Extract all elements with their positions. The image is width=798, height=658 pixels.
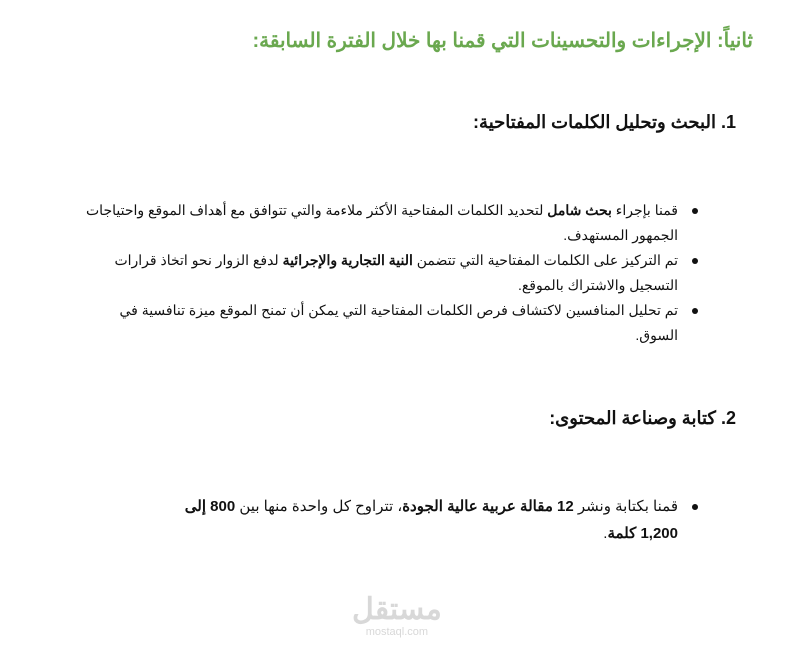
item-text: لتحديد الكلمات المفتاحية الأكثر ملاءمة والتي تتوافق مع أهداف الموقع واحتياجات الجمهور المستهدف. xyxy=(86,202,678,243)
item-text: قمنا بكتابة ونشر xyxy=(573,498,678,515)
page-title: ثانياً: الإجراءات والتحسينات التي قمنا بها خلال الفترة السابقة: xyxy=(252,30,753,52)
mostaql-watermark xyxy=(352,594,442,638)
item-text: قمنا بإجراء xyxy=(611,202,678,218)
item-bold-text: 12 مقالة عربية عالية الجودة xyxy=(402,498,574,515)
section-heading-keywords xyxy=(473,112,736,133)
list-item xyxy=(148,493,678,547)
item-text: ، تتراوح كل واحدة منها بين xyxy=(235,498,403,515)
item-text: لدفع الزوار نحو اتخاذ قرارات التسجيل والاشتراك بالموقع. xyxy=(114,252,678,293)
item-bold-text: بحث شامل xyxy=(547,202,612,218)
content-bullet-list xyxy=(148,493,678,547)
section-heading-content xyxy=(549,408,736,429)
section-number: 1. xyxy=(720,112,736,132)
section-number: 2. xyxy=(720,408,736,428)
item-text: تم التركيز على الكلمات المفتاحية التي تتضمن xyxy=(412,252,678,268)
item-bold-text: النية التجارية والإجرائية xyxy=(282,252,413,268)
keywords-bullet-list xyxy=(78,198,678,348)
list-item xyxy=(78,298,678,348)
item-text: . xyxy=(603,525,608,542)
list-item xyxy=(78,198,678,248)
item-text: تم تحليل المنافسين لاكتشاف فرص الكلمات المفتاحية التي يمكن أن تمنح الموقع ميزة تنافسية في السوق. xyxy=(119,302,678,343)
section-heading-text: البحث وتحليل الكلمات المفتاحية: xyxy=(473,112,716,132)
section-heading-text: كتابة وصناعة المحتوى: xyxy=(549,408,716,428)
list-item xyxy=(78,248,678,298)
watermark-latin: mostaql.com xyxy=(365,626,429,638)
watermark-arabic: مستقل xyxy=(352,593,442,626)
item-bold-text: 800 إلى 1,200 كلمة xyxy=(184,498,678,542)
